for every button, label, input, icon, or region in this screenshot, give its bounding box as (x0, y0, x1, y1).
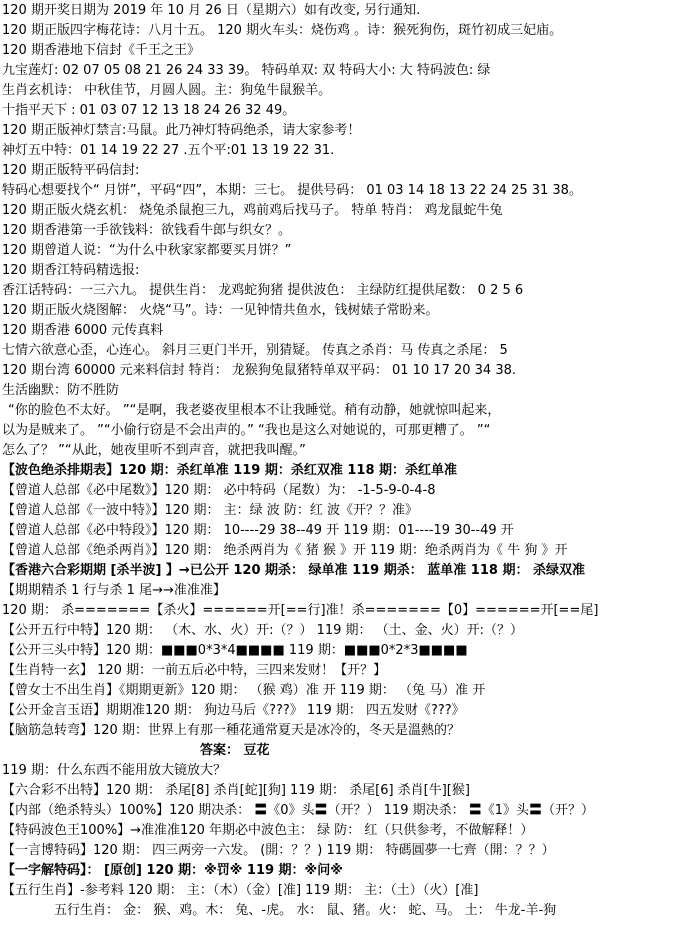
humor-line-2: 以为是贼来了。 ”“小偷行窃是不会出声的。” “我也是这么对她说的，可那更糟了。 ”“ (2, 423, 491, 438)
riddle-119-line: 119 期：什么东西不能用放大镜放大？ (2, 763, 226, 778)
no-special-line: 【六合彩不出特】120 期： 杀尾[8] 杀肖[蛇][狗] 119 期： 杀尾[6] 杀肖[牛][猴] (2, 783, 470, 798)
color-kill-schedule-line: 【波色绝杀排期表】120 期：杀红单准 119 期：杀红双准 118 期：杀红单准 (2, 463, 458, 478)
xiangjiang-title: 120 期香江特码精选报: (2, 263, 140, 278)
taiwan-letter-line: 120 期台湾 60000 元来料信封 特肖： 龙猴狗兔鼠猪特单双平码： 01 10 17 20 34 38. (2, 363, 517, 378)
kill-row-tail-title: 【期期精杀 1 行与杀 1 尾→→准准准】 (2, 583, 226, 598)
five-element-zodiac-line: 【五行生肖】-参考料 120 期： 主：（木）（金）[准] 119 期： 主：（土）（火）[准] (2, 883, 479, 898)
fire-diagram-line: 120 期正版火烧图解： 火烧“马”。诗：一见钟情共鱼水，钱树婊子常盼来。 (2, 303, 439, 318)
zodiac-mystery-poem-line: 生肖玄机诗： 中秋佳节，月圆人圆。主：狗兔牛鼠猴羊。 (2, 83, 332, 98)
five-element-zodiac-list: 五行生肖： 金： 猴、鸡。木： 兔、-虎。 水： 鼠、猪。火： 蛇、马。 土： 牛龙-羊-狗 (54, 903, 557, 918)
fire-mystery-line: 120 期正版火烧玄机： 烧兔杀鼠抱三九，鸡前鸡后找马子。 特单 特肖： 鸡龙鼠蛇牛兔 (2, 203, 503, 218)
zeng-wave-line: 【曾道人总部《一波中特》】120 期： 主：绿 波 防：红 波《开？？准》 (2, 503, 418, 518)
magic-lamp-line: 120 期正版神灯禁言:马鼠。此乃神灯特码绝杀，请大家参考！ (2, 123, 361, 138)
special-code-letter-title: 120 期正版特平码信封: (2, 163, 140, 178)
zeng-tail-line: 【曾道人总部《必中尾数》】120 期： 必中特码（尾数）为： -1-5-9-0-4-8 (2, 483, 436, 498)
humor-line-1: “你的脸色不太好。 ”“是啊，我老婆夜里根本不让我睡觉。稍有动静，她就惊叫起来， (8, 403, 501, 418)
internal-kill-head-line: 【内部（绝杀特头）100%】120 期决杀： 〓《0》头〓（开？） 119 期决杀： 〓《1》头〓（开？） (2, 803, 594, 818)
one-char-line: 【一字解特码】： [原创] 120 期：※罚※ 119 期：※问※ (2, 863, 343, 878)
xiangjiang-line: 香江话特码：一三六九。 提供生肖： 龙鸡蛇狗猪 提供波色： 主绿防红提供尾数： 0 2 5 6 (2, 283, 524, 298)
ms-zeng-line: 【曾女士不出生肖】《期期更新》120 期： （猴 鸡）准 开 119 期： （兔 马）准 开 (2, 683, 486, 698)
riddle-answer: 答案： 豆花 (200, 743, 270, 758)
ten-fingers-line: 十指平天下 : 01 03 07 12 13 18 24 26 32 49。 (2, 103, 296, 118)
kill-row-tail-line: 120 期： 杀=======【杀火】======开[==行]准！杀=======【0】======开[==尾] (2, 603, 599, 618)
hk-half-wave-line: 【香港六合彩期期 [杀半波] 】→已公开 120 期杀： 绿单准 119 期杀： 蓝单准 118 期： 杀绿双准 (2, 563, 585, 578)
hk-fax-line: 七情六欲意心歪，心连心。 斜月三更门半开，别猜疑。 传真之杀肖：马 传真之杀尾： 5 (2, 343, 508, 358)
humor-line-3: 怎么了？ ”“从此，她夜里听不到声音，就把我叫醒。” (2, 443, 306, 458)
three-heads-line: 【公开三头中特】120 期：■■■0*3*4■■■■ 119 期：■■■0*2*3■■■■ (2, 643, 468, 658)
zeng-segment-line: 【曾道人总部《必中特段》】120 期： 10----29 38--49 开 119 期：01----19 30--49 开 (2, 523, 514, 538)
five-elements-line: 【公开五行中特】120 期： （木、水、火）开:（？） 119 期： （土、金、火）开:（？） (2, 623, 524, 638)
humor-title: 生活幽默：防不胜防 (2, 383, 120, 398)
hk-first-hand-line: 120 期香港第一手欲钱料：欲钱看牛郎与织女？。 (2, 223, 291, 238)
zodiac-one-line: 【生肖特一玄】 120 期：一前五后必中特，三四来发财！【开？】 (2, 663, 387, 678)
zeng-says-line: 120 期曾道人说：“为什么中秋家家都要买月饼？” (2, 243, 292, 258)
mooncake-line: 特码心想要找个“ 月饼”，平码“四”，本期：三七。 提供号码： 01 03 14 18 13 22 24 25 31 38。 (2, 183, 582, 198)
wave-king-line: 【特码波色王100%】→准准准120 年期必中波色主： 绿 防： 红（只供参考，不做解释！） (2, 823, 534, 838)
zeng-two-zodiac-line: 【曾道人总部《绝杀两肖》】120 期： 绝杀两肖为《 猪 猴 》开 119 期：绝杀两肖为《 牛 狗 》开 (2, 543, 568, 558)
draw-date-line: 120 期开奖日期为 2019 年 10 月 26 日（星期六）如有改变, 另行通知. (2, 3, 421, 18)
golden-words-line: 【公开金言玉语】期期准120 期： 狗边马后《???》 119 期： 四五发财《???》 (2, 703, 465, 718)
hk-underground-letter-line: 120 期香港地下信封《千王之王》 (2, 43, 200, 58)
riddle-line: 【脑筋急转弯】120 期：世界上有那一種花通常夏天是冰冷的，冬天是溫熱的？ (2, 723, 460, 738)
one-word-line: 【一言博特码】120 期： 四三两旁一六发。 (開：？？) 119 期： 特碼圓夢一七齊（開：？？） (2, 843, 555, 858)
plum-poem-line: 120 期正版四字梅花诗：八月十五。 120 期火车头：烧伤鸡 。诗：猴死狗伤，斑竹初成三妃庙。 (2, 23, 563, 38)
magic-lamp-five-line: 神灯五中特：01 14 19 22 27 .五个平:01 13 19 22 31. (2, 143, 335, 158)
hk-fax-title: 120 期香港 6000 元传真料 (2, 323, 164, 338)
nine-lotus-line: 九宝莲灯: 02 07 05 08 21 26 24 33 39。 特码单双: 双 特码大小: 大 特码波色: 绿 (2, 63, 491, 78)
